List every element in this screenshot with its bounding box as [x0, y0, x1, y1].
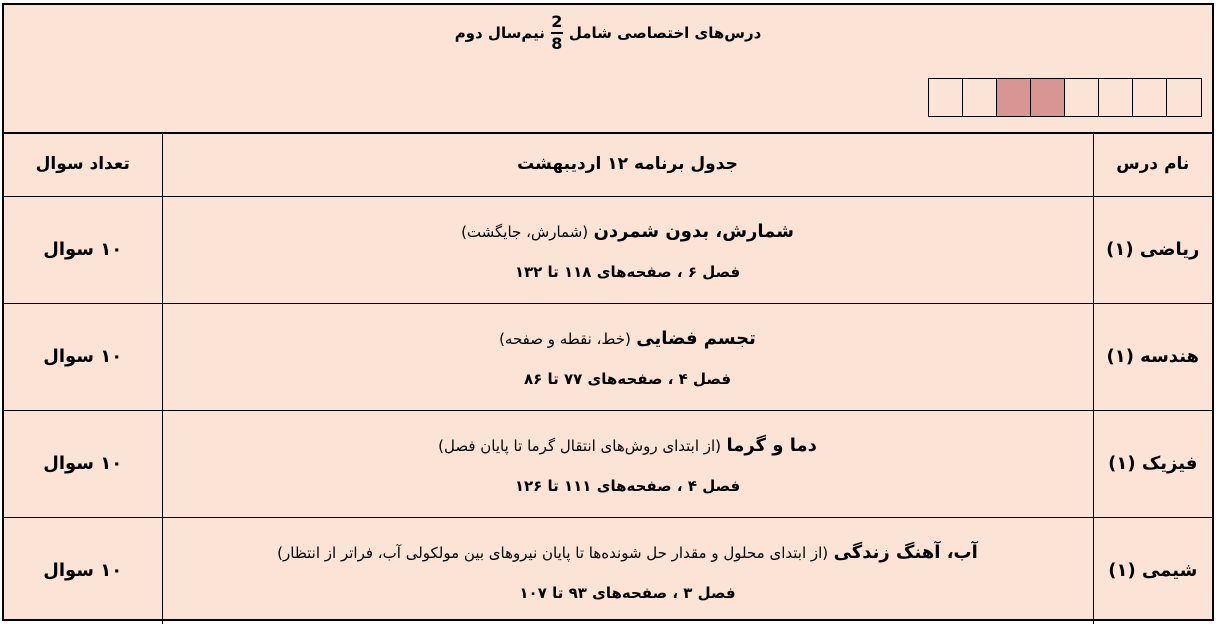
topic-detail: (خط، نقطه و صفحه) — [499, 329, 631, 348]
pages-text: فصل ۶ ، صفحه‌های ۱۱۸ تا ۱۳۲ — [514, 262, 741, 281]
subject-cell: شیمی (۱) — [1093, 517, 1212, 624]
topic-detail: (شمارش، جایگشت) — [461, 222, 589, 241]
column-header-count: تعداد سوال — [4, 132, 162, 196]
subject-cell: هندسه (۱) — [1093, 303, 1212, 410]
progress-boxes — [928, 78, 1202, 117]
table-row — [4, 196, 1212, 303]
header-title — [4, 13, 1212, 53]
topic-title: شمارش، بدون شمردن — [593, 220, 794, 242]
header-section — [4, 5, 1212, 134]
exam-frame — [2, 3, 1214, 621]
pages-text: فصل ۴ ، صفحه‌های ۷۷ تا ۸۶ — [523, 369, 732, 388]
title-after: نیم‌سال دوم — [454, 24, 545, 42]
fraction-numerator: 2 — [551, 12, 563, 31]
column-header-program: جدول برنامه ۱۲ اردیبهشت — [162, 132, 1093, 196]
column-header-subject: نام درس — [1093, 132, 1212, 196]
subject-cell: فیزیک (۱) — [1093, 410, 1212, 517]
subject-cell: ریاضی (۱) — [1093, 196, 1212, 303]
topic-line — [163, 433, 1093, 459]
empty-box — [1065, 79, 1099, 116]
topic-line — [163, 326, 1093, 352]
table-row — [4, 303, 1212, 410]
empty-box — [963, 79, 997, 116]
table-row — [4, 517, 1212, 624]
count-cell: ۱۰ سوال — [4, 410, 162, 517]
topic-title: تجسم فضایی — [636, 327, 756, 349]
count-cell: ۱۰ سوال — [4, 517, 162, 624]
pages-text: فصل ۴ ، صفحه‌های ۱۱۱ تا ۱۲۶ — [514, 476, 741, 495]
filled-box — [1031, 79, 1065, 116]
schedule-table — [4, 132, 1212, 624]
empty-box — [1133, 79, 1167, 116]
topic-line — [163, 540, 1093, 566]
count-cell: ۱۰ سوال — [4, 303, 162, 410]
title-before: درس‌های اختصاصی شامل — [568, 24, 762, 42]
filled-box — [997, 79, 1031, 116]
program-cell — [162, 303, 1093, 410]
empty-box — [1099, 79, 1133, 116]
table-row — [4, 410, 1212, 517]
empty-box — [929, 79, 963, 116]
topic-title: دما و گرما — [726, 434, 817, 456]
empty-box — [1167, 79, 1201, 116]
topic-line — [163, 219, 1093, 245]
topic-detail: (از ابتدای روش‌های انتقال گرما تا پایان فصل) — [438, 436, 722, 455]
table-header-row — [4, 132, 1212, 196]
topic-title: آب، آهنگ زندگی — [833, 541, 978, 563]
topic-detail: (از ابتدای محلول و مقدار حل شونده‌ها تا پایان نیروهای بین مولکولی آب، فراتر از انتظار) — [277, 543, 829, 562]
count-cell: ۱۰ سوال — [4, 196, 162, 303]
program-cell — [162, 410, 1093, 517]
fraction-denominator: 8 — [551, 34, 563, 53]
program-cell — [162, 196, 1093, 303]
pages-text: فصل ۳ ، صفحه‌های ۹۳ تا ۱۰۷ — [519, 583, 736, 602]
fraction — [551, 13, 563, 53]
program-cell — [162, 517, 1093, 624]
